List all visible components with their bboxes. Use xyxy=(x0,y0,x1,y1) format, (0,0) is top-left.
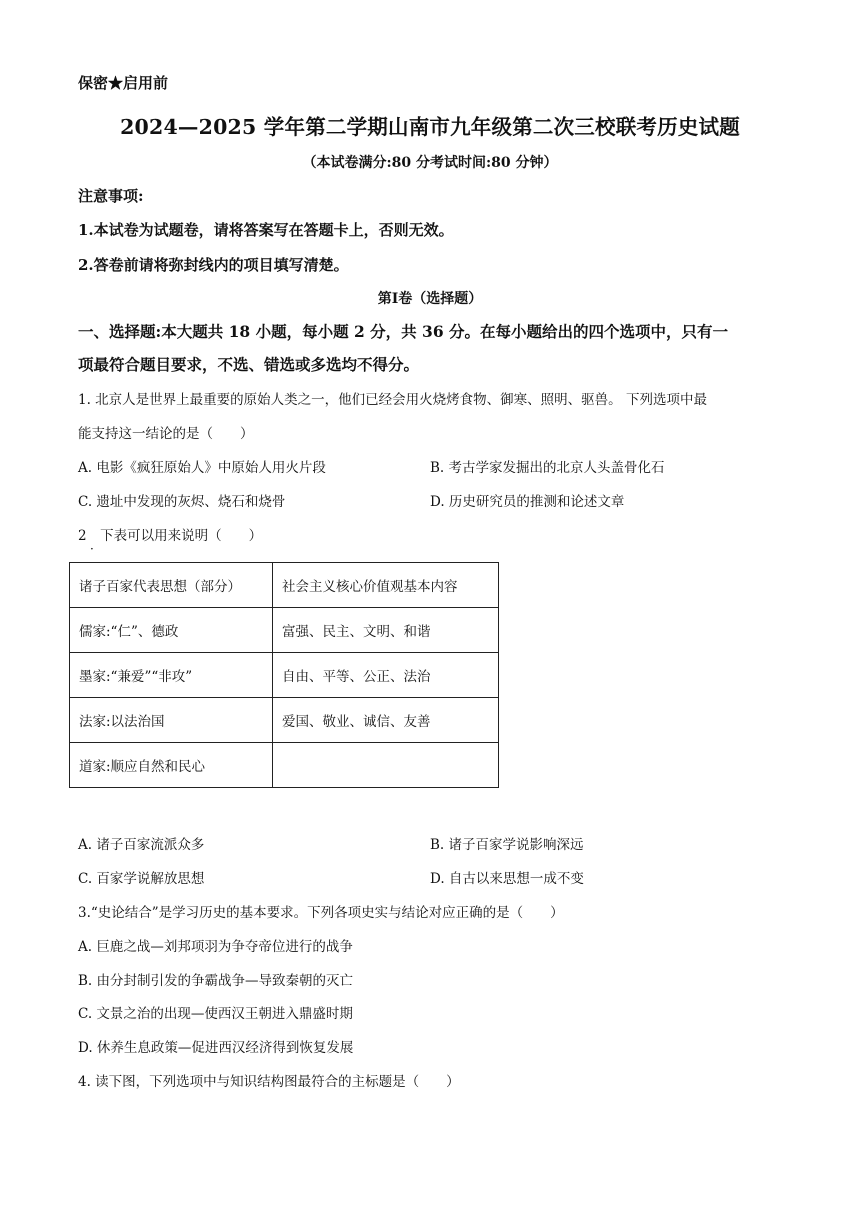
table-row xyxy=(70,608,499,653)
table-cell: 法家:以法治国 xyxy=(70,698,273,743)
q3-option-d: D. 休养生息政策—促进西汉经济得到恢复发展 xyxy=(78,1040,354,1056)
q1-option-b: B. 考古学家发掘出的北京人头盖骨化石 xyxy=(430,460,665,476)
table-cell: 道家:顺应自然和民心 xyxy=(70,743,273,788)
table-row xyxy=(70,698,499,743)
notes-heading: 注意事项: xyxy=(78,187,144,205)
q3-stem: 3.“史论结合”是学习历史的基本要求。下列各项史实与结论对应正确的是（ ） xyxy=(78,905,564,921)
q4-stem: 4. 读下图，下列选项中与知识结构图最符合的主标题是（ ） xyxy=(78,1074,460,1090)
section-instruction-line2: 项最符合题目要求，不选、错选或多选均不得分。 xyxy=(78,355,420,374)
q3-option-c: C. 文景之治的出现—使西汉王朝进入鼎盛时期 xyxy=(78,1006,353,1022)
q1-stem-line2: 能支持这一结论的是（ ） xyxy=(78,426,254,442)
section-title: 第Ⅰ卷（选择题） xyxy=(377,291,483,307)
q2-option-a: A. 诸子百家流派众多 xyxy=(78,837,205,853)
table-cell: 爱国、敬业、诚信、友善 xyxy=(273,698,499,743)
q1-option-a: A. 电影《疯狂原始人》中原始人用火片段 xyxy=(78,460,326,476)
table-cell: 富强、民主、文明、和谐 xyxy=(273,608,499,653)
q1-option-c: C. 遗址中发现的灰烬、烧石和烧骨 xyxy=(78,494,286,510)
q3-option-a: A. 巨鹿之战—刘邦项羽为争夺帝位进行的战争 xyxy=(78,939,353,955)
table-header-cell: 诸子百家代表思想（部分） xyxy=(70,563,273,608)
table-header-cell: 社会主义核心价值观基本内容 xyxy=(273,563,499,608)
table-row xyxy=(70,653,499,698)
confidential-label: 保密★启用前 xyxy=(78,74,169,92)
q2-option-d: D. 自古以来思想一成不变 xyxy=(430,871,584,887)
note-item-1: 1.本试卷为试题卷，请将答案写在答题卡上，否则无效。 xyxy=(78,221,454,239)
q2-dot-mark: · xyxy=(90,542,94,556)
section-instruction-line1: 一、选择题:本大题共 18 小题，每小题 2 分，共 36 分。在每小题给出的四个选项中，只有一 xyxy=(78,322,729,341)
q2-table xyxy=(69,562,499,788)
note-item-2: 2.答卷前请将弥封线内的项目填写清楚。 xyxy=(78,256,349,274)
page-title: 2024—2025 学年第二学期山南市九年级第二次三校联考历史试题 xyxy=(120,115,740,139)
q2-stem: 2 下表可以用来说明（ ） xyxy=(78,528,263,544)
q1-stem-line1: 1. 北京人是世界上最重要的原始人类之一，他们已经会用火烧烤食物、御寒、照明、驱兽。 下列选项中最 xyxy=(78,392,707,408)
table-row xyxy=(70,743,499,788)
table-row xyxy=(70,563,499,608)
table-cell xyxy=(273,743,499,788)
page-subtitle: （本试卷满分:80 分考试时间:80 分钟） xyxy=(302,155,558,171)
q2-option-c: C. 百家学说解放思想 xyxy=(78,871,205,887)
q3-option-b: B. 由分封制引发的争霸战争—导致秦朝的灭亡 xyxy=(78,973,354,989)
q1-option-d: D. 历史研究员的推测和论述文章 xyxy=(430,494,625,510)
table-cell: 墨家:“兼爱”“非攻” xyxy=(70,653,273,698)
table-cell: 自由、平等、公正、法治 xyxy=(273,653,499,698)
q2-option-b: B. 诸子百家学说影响深远 xyxy=(430,837,584,853)
table-cell: 儒家:“仁”、德政 xyxy=(70,608,273,653)
